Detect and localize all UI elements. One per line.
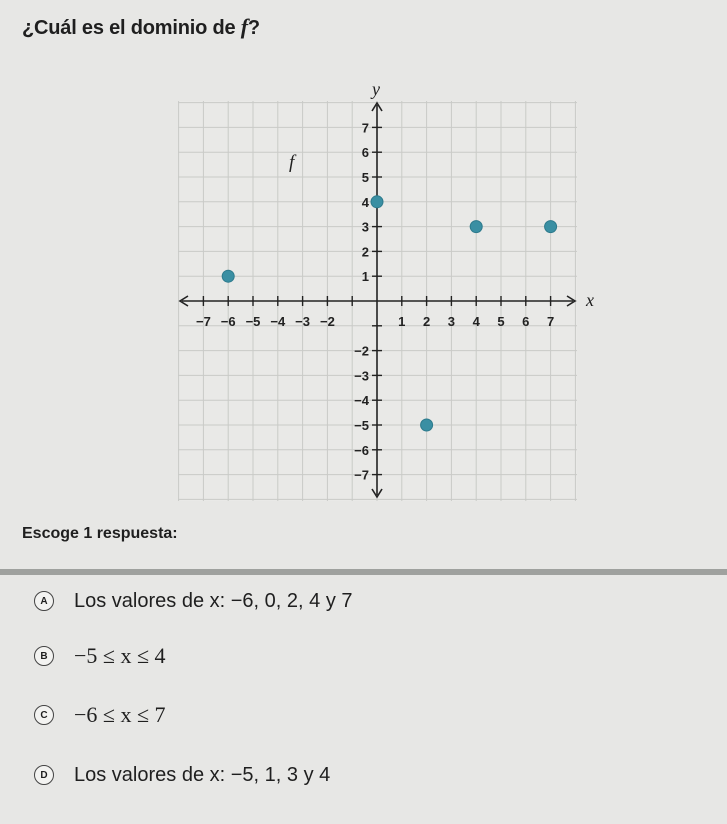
x-tick-label: −7 (195, 314, 211, 329)
y-tick-label: −7 (354, 467, 369, 483)
answer-option-c[interactable] (34, 699, 166, 731)
x-tick-label: −4 (270, 314, 286, 329)
x-tick-label: 3 (447, 314, 456, 329)
y-tick-label: 5 (361, 170, 369, 185)
data-point (222, 270, 234, 282)
x-tick-label: 1 (398, 314, 406, 329)
y-tick-label: 1 (361, 269, 369, 285)
option-b-text: −5 ≤ x ≤ 4 (74, 643, 166, 668)
question-function-var: f (240, 14, 248, 39)
y-tick-label: 2 (361, 244, 369, 260)
y-tick-label: 3 (361, 219, 369, 235)
answer-instruction: Escoge 1 respuesta: (22, 525, 178, 542)
option-b-badge: B (34, 646, 54, 666)
option-d-badge: D (34, 765, 54, 785)
x-tick-label: −3 (295, 314, 311, 329)
option-a-badge: A (34, 591, 54, 611)
y-tick-label: −5 (354, 418, 369, 433)
x-tick-label: 6 (522, 314, 530, 329)
answer-option-a[interactable] (34, 585, 353, 617)
x-tick-label: −6 (220, 314, 236, 329)
y-tick-label: −6 (354, 442, 369, 458)
y-tick-label: 4 (361, 194, 369, 210)
x-tick-label: 7 (546, 314, 555, 329)
question-suffix: ? (247, 17, 260, 39)
question-prefix: ¿Cuál es el dominio de (22, 17, 241, 39)
data-point (371, 196, 383, 208)
answer-option-b[interactable] (34, 640, 166, 672)
answer-option-d[interactable] (34, 759, 330, 791)
x-tick-label: 4 (472, 314, 480, 329)
x-tick-label: −5 (245, 314, 261, 329)
function-label: f (289, 152, 295, 173)
y-tick-label: 6 (361, 145, 369, 161)
data-point (421, 419, 433, 431)
y-tick-label: −2 (354, 343, 369, 359)
data-point (545, 221, 557, 233)
option-a-text: Los valores de x: −6, 0, 2, 4 y 7 (74, 589, 353, 612)
divider (0, 569, 727, 575)
y-axis-label: y (372, 79, 380, 99)
x-axis-label: x (586, 290, 594, 310)
x-tick-label: 5 (497, 314, 505, 329)
option-c-badge: C (34, 705, 54, 725)
x-tick-label: −2 (319, 314, 335, 329)
y-tick-label: −4 (354, 393, 369, 409)
x-tick-label: 2 (422, 314, 431, 329)
option-c-text: −6 ≤ x ≤ 7 (74, 702, 166, 727)
y-tick-label: −3 (354, 368, 369, 384)
data-point (470, 221, 482, 233)
y-tick-label: 7 (361, 120, 369, 136)
option-d-text: Los valores de x: −5, 1, 3 y 4 (74, 763, 331, 786)
